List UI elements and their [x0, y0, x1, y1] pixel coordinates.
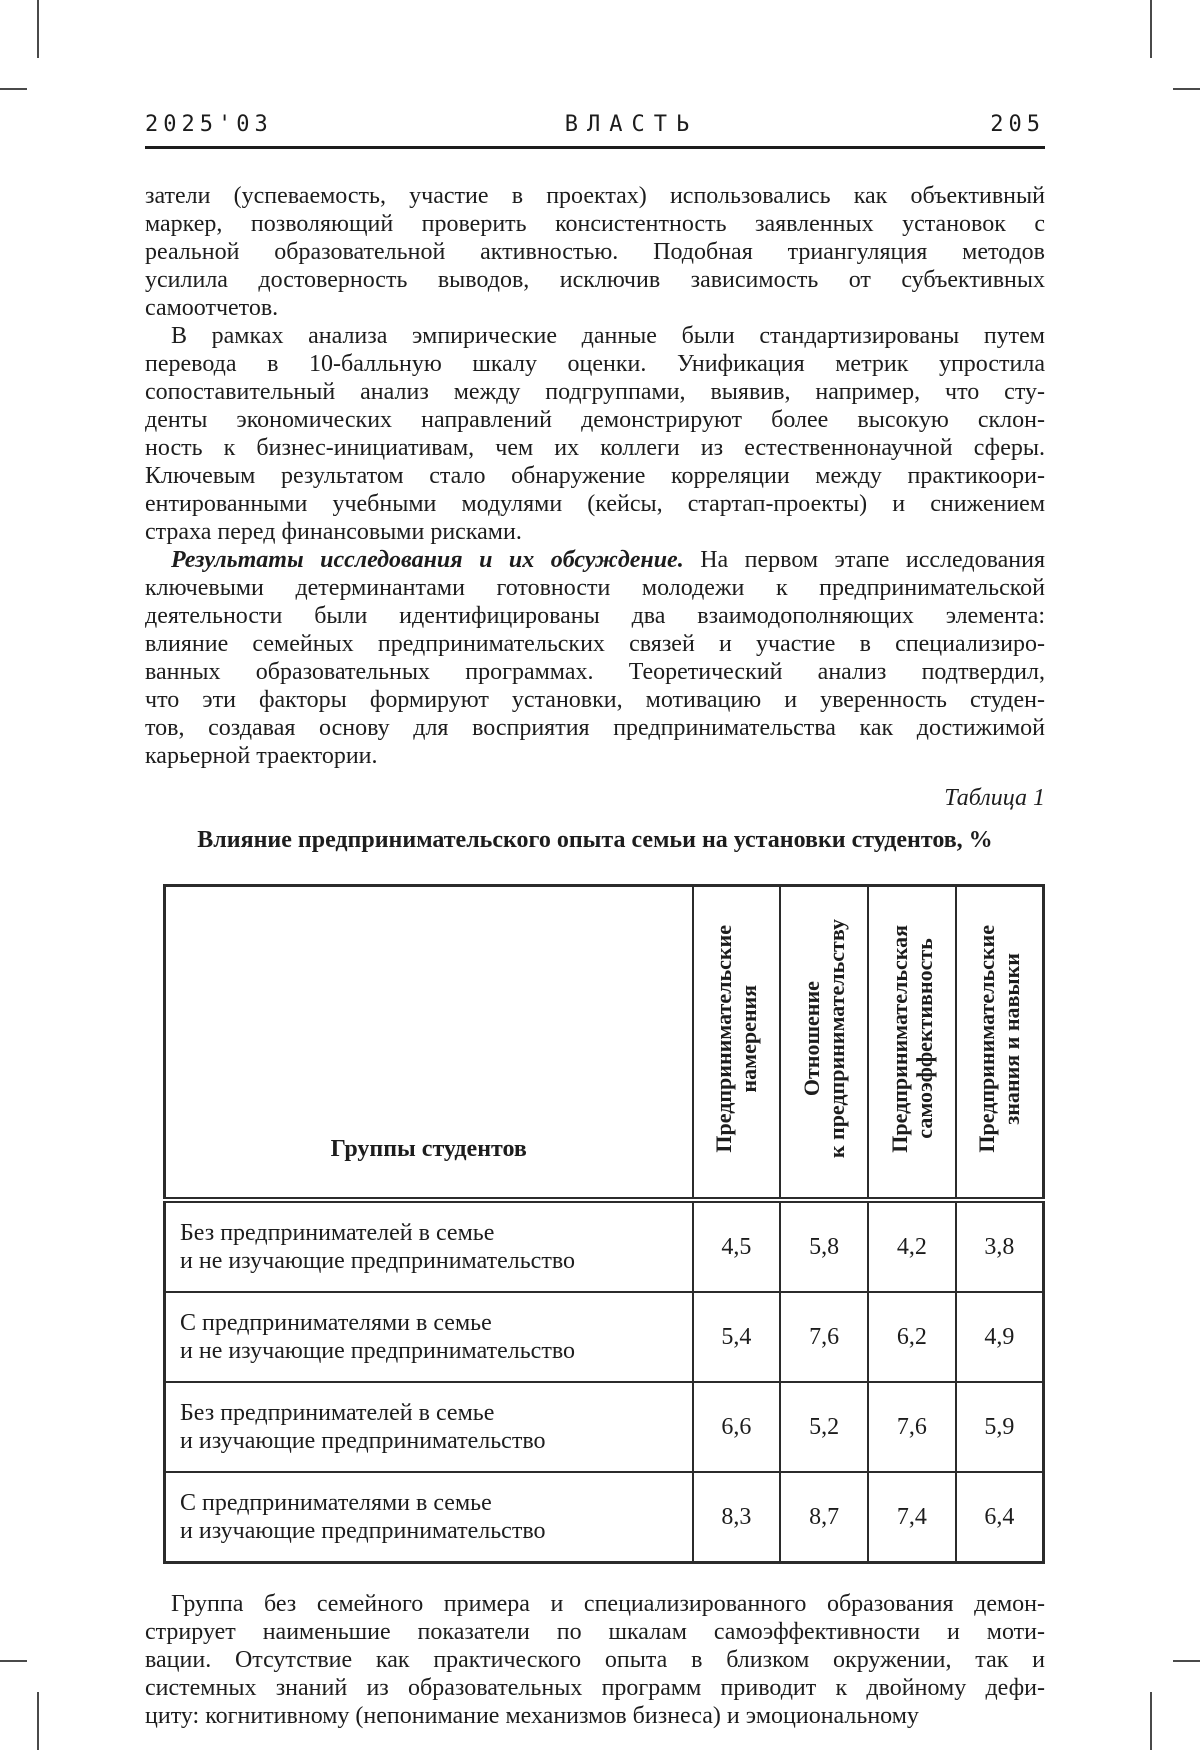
group-cell: С предпринимателями в семье и изучающие предпринимательство — [165, 1472, 693, 1563]
crop-mark — [37, 1692, 39, 1750]
crop-mark — [1173, 1660, 1200, 1662]
paragraph-results — [145, 546, 1045, 770]
issue-label: 2025'03 — [145, 112, 273, 137]
crop-mark — [37, 0, 39, 58]
text-line: карьерной траектории. — [145, 743, 378, 769]
table-label: Таблица 1 — [944, 785, 1045, 811]
text-line: страха перед финансовыми рисками. — [145, 519, 522, 545]
text-line: циту: когнитивному (непонимание механизмов бизнеса) и эмоциональному — [145, 1703, 919, 1729]
table-header-groups: Группы студентов — [165, 886, 693, 1201]
table-row — [165, 1382, 1044, 1472]
value-cell: 4,2 — [868, 1200, 956, 1292]
group-cell: Без предпринимателей в семье и изучающие предпринимательство — [165, 1382, 693, 1472]
table-row — [165, 1472, 1044, 1563]
value-cell: 5,9 — [956, 1382, 1044, 1472]
value-cell: 6,6 — [693, 1382, 781, 1472]
text-line: усилила достоверность выводов, исключив зависимость от субъективных — [145, 267, 1045, 293]
text-line: ключевыми детерминантами готовности молодежи к предпринимательской — [145, 575, 1045, 601]
rotated-header-label: Предпринимательские знания и навыки — [974, 924, 1025, 1153]
table-header-attitude — [780, 886, 868, 1201]
crop-mark — [1150, 1692, 1152, 1750]
text-line — [145, 546, 1045, 574]
value-cell: 5,8 — [780, 1200, 868, 1292]
text-line: системных знаний из образовательных программ приводит к двойному дефи- — [145, 1675, 1045, 1701]
table-title: Влияние предпринимательского опыта семьи на установки студентов, % — [197, 827, 993, 853]
text-line: стрирует наименьшие показатели по шкалам самоэффективности и моти- — [145, 1619, 1045, 1645]
value-cell: 6,4 — [956, 1472, 1044, 1563]
group-cell: Без предпринимателей в семье и не изучающие предпринимательство — [165, 1200, 693, 1292]
text-line: ентированными учебными модулями (кейсы, стартап-проекты) и снижением — [145, 491, 1045, 517]
text-run: На первом этапе исследования — [700, 547, 1045, 573]
text-line: Ключевым результатом стало обнаружение корреляции между практикоори- — [145, 463, 1045, 489]
crop-mark — [0, 88, 27, 90]
text-line: ванных образовательных программах. Теоретический анализ подтвердил, — [145, 659, 1045, 685]
rotated-header-label: Предпринимательская самоэффективность — [886, 924, 937, 1153]
group-cell: С предпринимателями в семье и не изучающие предпринимательство — [165, 1292, 693, 1382]
table-row — [165, 1200, 1044, 1292]
value-cell: 3,8 — [956, 1200, 1044, 1292]
value-cell: 5,2 — [780, 1382, 868, 1472]
value-cell: 5,4 — [693, 1292, 781, 1382]
text-line: что эти факторы формируют установки, мотивацию и уверенность студен- — [145, 687, 1045, 713]
crop-mark — [1173, 88, 1200, 90]
text-line: Группа без семейного примера и специализированного образования демон- — [171, 1591, 1045, 1617]
text-line: сопоставительный анализ между подгруппами, выявив, например, что сту- — [145, 379, 1045, 405]
data-table — [163, 884, 1045, 1564]
section-heading: Результаты исследования и их обсуждение. — [171, 547, 684, 573]
rotated-header-label: Отношение к предпринимательству — [799, 918, 850, 1159]
page-number: 205 — [990, 112, 1045, 137]
value-cell: 7,6 — [780, 1292, 868, 1382]
table-row — [165, 1292, 1044, 1382]
text-line: влияние семейных предпринимательских связей и участие в специализиро- — [145, 631, 1045, 657]
text-line: самоотчетов. — [145, 295, 279, 321]
value-cell: 6,2 — [868, 1292, 956, 1382]
value-cell: 8,3 — [693, 1472, 781, 1563]
text-line: затели (успеваемость, участие в проектах) использовались как объективный — [145, 183, 1045, 209]
text-line: ность к бизнес-инициативам, чем их коллеги из естественнонаучной сферы. — [145, 435, 1045, 461]
text-line: маркер, позволяющий проверить консистентность заявленных установок с — [145, 211, 1045, 237]
table-header-knowledge — [956, 886, 1044, 1201]
value-cell: 4,5 — [693, 1200, 781, 1292]
value-cell: 4,9 — [956, 1292, 1044, 1382]
text-line: вации. Отсутствие как практического опыта в близком окружении, так и — [145, 1647, 1045, 1673]
table-header-row — [165, 886, 1044, 1201]
journal-title: ВЛАСТЬ — [564, 112, 699, 137]
crop-mark — [1150, 0, 1152, 58]
paragraph-after-table — [145, 1590, 1045, 1730]
value-cell: 7,6 — [868, 1382, 956, 1472]
text-line: В рамках анализа эмпирические данные были стандартизированы путем — [171, 323, 1045, 349]
article-body — [145, 182, 1045, 1730]
text-line: деятельности были идентифицированы два взаимодополняющих элемента: — [145, 603, 1045, 629]
rotated-header-label: Предпринимательские намерения — [711, 924, 762, 1153]
text-line: тов, создавая основу для восприятия предпринимательства как достижимой — [145, 715, 1045, 741]
table-header-intentions — [693, 886, 781, 1201]
value-cell: 7,4 — [868, 1472, 956, 1563]
text-line: перевода в 10-балльную шкалу оценки. Унификация метрик упростила — [145, 351, 1045, 377]
text-line: реальной образовательной активностью. Подобная триангуляция методов — [145, 239, 1045, 265]
paragraph-2 — [145, 322, 1045, 546]
value-cell: 8,7 — [780, 1472, 868, 1563]
text-line: денты экономических направлений демонстрируют более высокую склон- — [145, 407, 1045, 433]
crop-mark — [0, 1660, 27, 1662]
running-head — [145, 112, 1045, 149]
paragraph-1 — [145, 182, 1045, 322]
table-header-selfefficacy — [868, 886, 956, 1201]
